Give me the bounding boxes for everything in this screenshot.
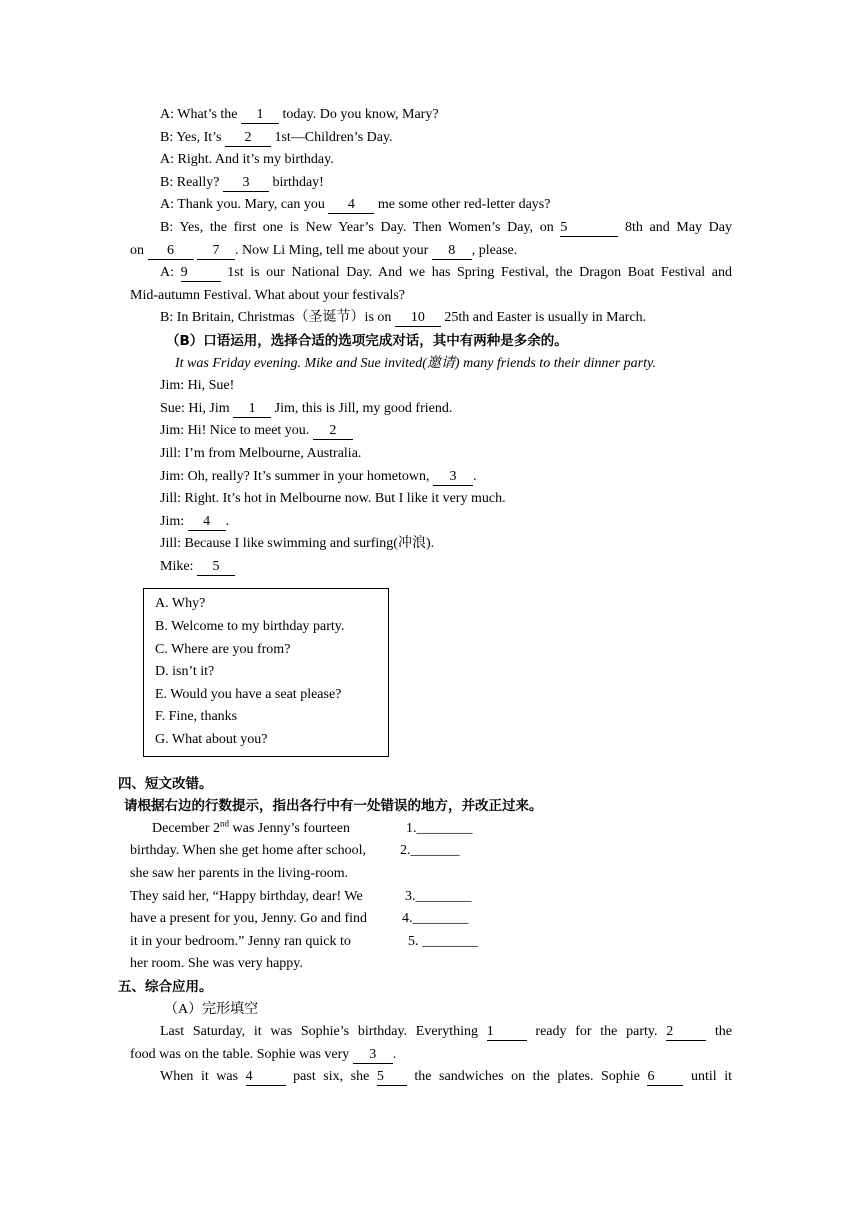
section-b-line-7: Jim: 4 . (160, 513, 230, 529)
blank-7[interactable]: 7 (197, 244, 235, 260)
blank-9[interactable]: 9 (181, 266, 221, 282)
correction-line-1: December 2nd was Jenny’s fourteen 1.________ (130, 818, 732, 841)
option-d: D. isn’t it? (155, 664, 215, 680)
dialogue-a-line-8: A: 9 1st is our National Day. And we has Spring Festival, the Dragon Boat Festival and (160, 265, 732, 281)
blank-b1[interactable]: 1 (233, 402, 271, 418)
blank-3[interactable]: 3 (223, 176, 269, 192)
blank-8[interactable]: 8 (432, 244, 472, 260)
section-5-subheading: （A）完形填空 (164, 1001, 259, 1017)
cloze-blank-1[interactable]: 1 (487, 1025, 527, 1041)
option-b: B. Welcome to my birthday party. (155, 619, 345, 635)
option-e: E. Would you have a seat please? (155, 686, 342, 702)
section-b-line-3: Jim: Hi! Nice to meet you. 2 (130, 420, 732, 443)
dialogue-a-line-4: B: Really? 3 birthday! (160, 174, 324, 190)
cloze-blank-6[interactable]: 6 (647, 1070, 683, 1086)
blank-b2[interactable]: 2 (313, 424, 353, 440)
dialogue-a-line-2: B: Yes, It’s 2 1st—Children’s Day. (160, 129, 393, 145)
section-b-intro: It was Friday evening. Mike and Sue invited(邀请) many friends to their dinner party. (175, 355, 656, 371)
correction-answer-3[interactable]: 3.________ (405, 888, 472, 904)
dialogue-a-line-9: Mid-autumn Festival. What about your festivals? (130, 287, 406, 303)
blank-1[interactable]: 1 (241, 108, 279, 124)
blank-10[interactable]: 10 (395, 311, 441, 327)
section-5-heading: 五、综合应用。 (118, 978, 213, 995)
options-box (143, 588, 389, 756)
option-g: G. What about you? (155, 732, 268, 748)
blank-b3[interactable]: 3 (433, 470, 473, 486)
section-b-line-2: Sue: Hi, Jim 1 Jim, this is Jill, my good friend. (160, 400, 453, 416)
correction-line-3: she saw her parents in the living-room. (130, 866, 349, 881)
cloze-blank-2[interactable]: 2 (666, 1025, 706, 1041)
blank-5[interactable]: 5 (560, 221, 618, 237)
correction-answer-1[interactable]: 1.________ (406, 820, 473, 836)
dialogue-a-line-6: B: Yes, the first one is New Year’s Day. Then Women’s Day, on 5 8th and May Day (160, 219, 733, 235)
blank-b5[interactable]: 5 (197, 560, 235, 576)
cloze-line-2: food was on the table. Sophie was very 3 . (130, 1046, 397, 1062)
correction-line-5: have a present for you, Jenny. Go and find 4.________ (130, 908, 732, 931)
blank-6[interactable]: 6 (148, 244, 194, 260)
blank-2[interactable]: 2 (225, 131, 271, 147)
dialogue-a-line-10: B: In Britain, Christmas（圣诞节）is on 10 25th and Easter is usually in March. (160, 310, 647, 326)
section-4-heading: 四、短文改错。 (118, 775, 213, 792)
correction-line-7: her room. She was very happy. (130, 956, 303, 972)
section-b-line-4: Jill: I’m from Melbourne, Australia. (160, 445, 362, 461)
correction-line-2: birthday. When she get home after school, 2._______ (130, 840, 732, 863)
correction-answer-4[interactable]: 4.________ (402, 911, 469, 927)
worksheet-page (118, 104, 733, 1089)
option-f: F. Fine, thanks (155, 709, 238, 725)
correction-answer-5[interactable]: 5. ________ (408, 933, 478, 949)
cloze-blank-5[interactable]: 5 (377, 1070, 407, 1086)
section-b-line-8: Jill: Because I like swimming and surfing(冲浪). (160, 536, 435, 552)
dialogue-a-line-7: on 6 7 . Now Li Ming, tell me about your 8 , please. (130, 242, 518, 258)
section-b-line-9: Mike: 5 (130, 556, 732, 579)
cloze-blank-4[interactable]: 4 (246, 1070, 286, 1086)
cloze-line-3: When it was 4 past six, she 5 the sandwiches on the plates. Sophie 6 until it (160, 1069, 733, 1085)
option-a: A. Why? (155, 596, 206, 612)
blank-4[interactable]: 4 (328, 198, 374, 214)
section-b-heading: （B）口语运用，选择合适的选项完成对话，其中有两种是多余的。 (166, 332, 568, 349)
blank-b4[interactable]: 4 (188, 515, 226, 531)
dialogue-a-line-1: A: What’s the 1 today. Do you know, Mary? (160, 107, 439, 122)
correction-line-6: it in your bedroom.” Jenny ran quick to 5. ________ (130, 931, 732, 954)
section-4-instruction: 请根据右边的行数提示，指出各行中有一处错误的地方，并改正过来。 (124, 798, 543, 815)
correction-line-4: They said her, “Happy birthday, dear! We 3.________ (130, 886, 732, 909)
cloze-line-1: Last Saturday, it was Sophie’s birthday. Everything 1 ready for the party. 2 the (160, 1024, 733, 1040)
option-c: C. Where are you from? (155, 641, 291, 657)
cloze-blank-3[interactable]: 3 (353, 1048, 393, 1064)
section-b-line-1: Jim: Hi, Sue! (160, 378, 235, 394)
dialogue-a-line-3: A: Right. And it’s my birthday. (160, 152, 334, 168)
correction-answer-2[interactable]: 2._______ (400, 843, 460, 859)
section-b-line-5: Jim: Oh, really? It’s summer in your hometown, 3 . (160, 468, 477, 484)
dialogue-a-line-5: A: Thank you. Mary, can you 4 me some other red-letter days? (160, 197, 551, 213)
section-b-line-6: Jill: Right. It’s hot in Melbourne now. But I like it very much. (160, 491, 506, 507)
